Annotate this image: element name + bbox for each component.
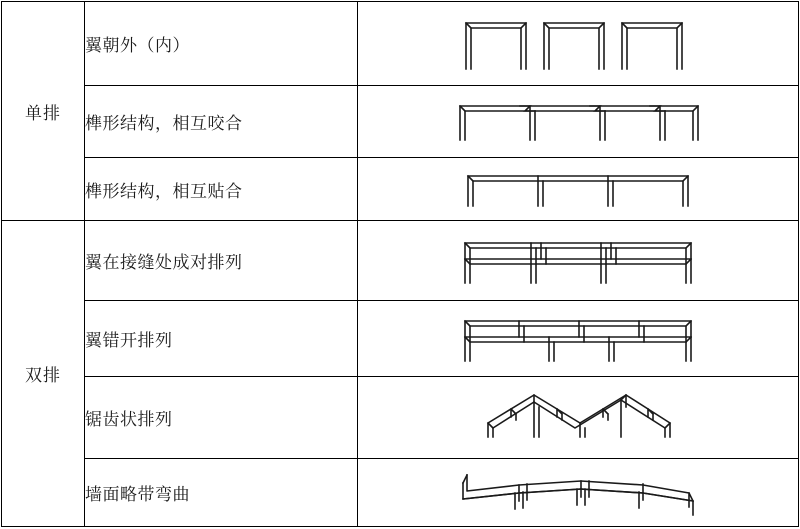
row-label: 翼在接缝处成对排列 (85, 221, 358, 301)
group-label-double: 双排 (2, 221, 85, 527)
figure-single-tenon-abut (358, 157, 799, 221)
diagram-single-tenon-abut (458, 168, 698, 210)
table-row (2, 377, 799, 459)
row-label: 墙面略带弯曲 (85, 459, 358, 527)
figure-double-wing-paired-at-joint (358, 221, 799, 301)
diagram-double-wing-paired (453, 235, 703, 287)
table-row (2, 157, 799, 221)
diagram-double-zigzag (478, 387, 678, 449)
row-label: 翼错开排列 (85, 301, 358, 377)
table-row (2, 459, 799, 527)
table-row (2, 2, 799, 86)
figure-double-curved-wall (358, 459, 799, 527)
diagram-single-tenon-interlock (448, 98, 708, 144)
table-row (2, 301, 799, 377)
figure-single-tenon-interlock (358, 86, 799, 158)
row-label: 榫形结构，相互咬合 (85, 86, 358, 158)
diagram-double-wing-staggered (453, 313, 703, 365)
diagram-table-container (0, 1, 800, 529)
row-label: 榫形结构，相互贴合 (85, 157, 358, 221)
row-label: 锯齿状排列 (85, 377, 358, 459)
figure-single-wing-outward (358, 2, 799, 86)
row-label: 翼朝外（内） (85, 2, 358, 86)
diagram-single-wing-outward (458, 13, 698, 75)
figure-double-wing-staggered (358, 301, 799, 377)
table-row (2, 221, 799, 301)
block-arrangement-table (1, 1, 799, 527)
table-row (2, 86, 799, 158)
figure-double-zigzag (358, 377, 799, 459)
group-label-single: 单排 (2, 2, 85, 221)
diagram-double-curved-wall (453, 469, 703, 517)
